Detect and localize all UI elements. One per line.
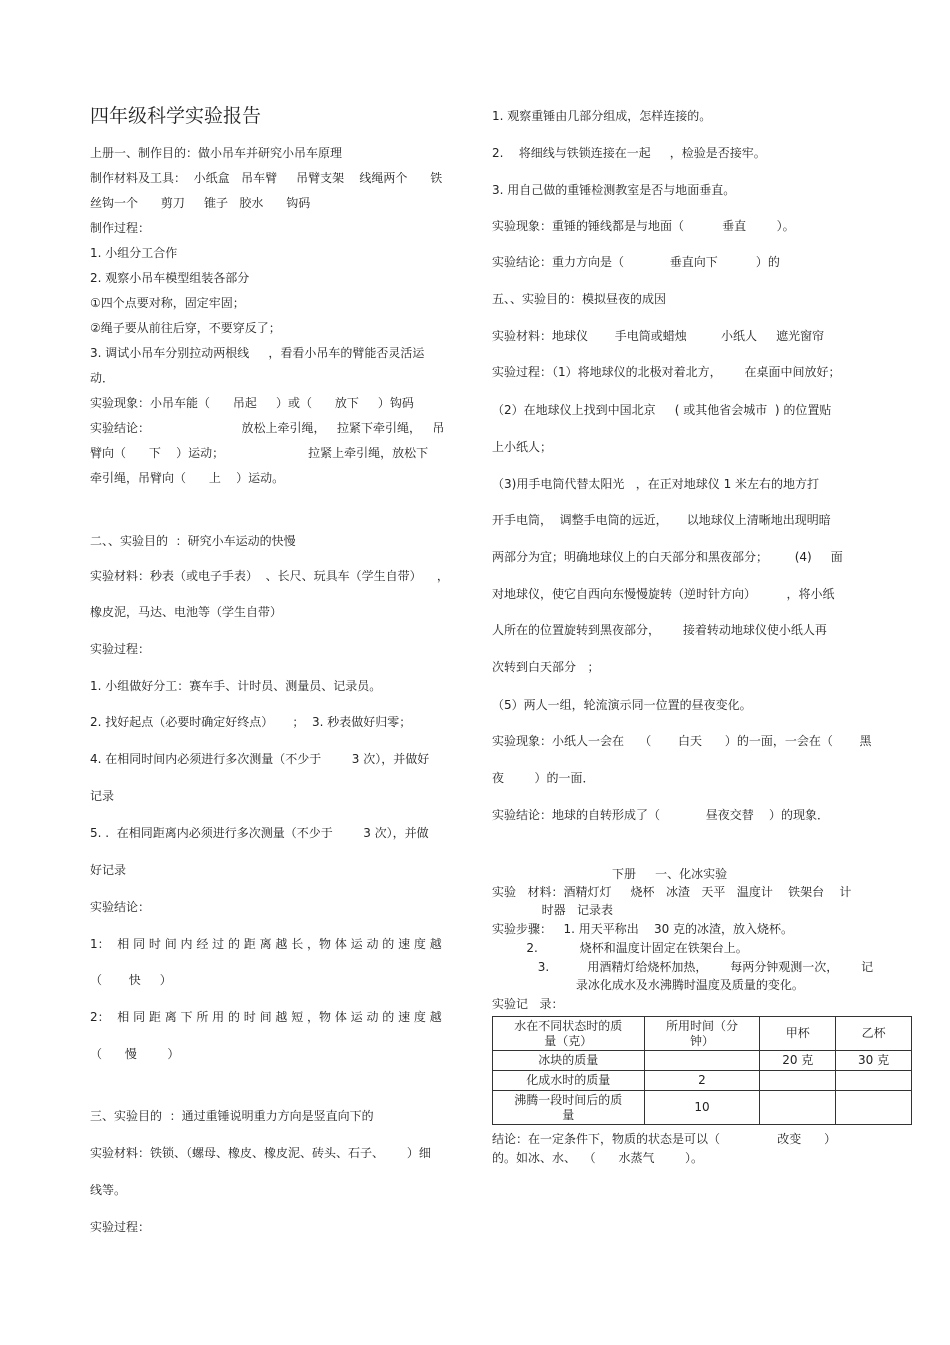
- table-cell: 2: [644, 1071, 760, 1091]
- text-line: 制作材料及工具： 小纸盒 吊车臂 吊臂支架 线绳两个 铁: [90, 171, 443, 185]
- text-line: 实验材料：铁锁、（螺母、橡皮、橡皮泥、砖头、石子、 ）细: [90, 1146, 431, 1160]
- text-line: 好记录: [90, 863, 127, 877]
- text-line: 1. 小组分工合作: [90, 246, 178, 260]
- text-line: ②绳子要从前往后穿，不要穿反了；: [90, 321, 281, 335]
- text-line: 夜 ）的一面．: [492, 771, 595, 785]
- text-line: 结论：在一定条件下，物质的状态是可以（ 改变 ）: [492, 1132, 837, 1146]
- text-line: （2）在地球仪上找到中国北京 ( 或其他省会城市 ) 的位置贴: [492, 403, 832, 417]
- text-line: 实验结论： 放松上牵引绳， 拉紧下牵引绳， 吊: [90, 421, 445, 435]
- text-line: 实验记 录：: [492, 997, 564, 1011]
- record-table: [492, 1016, 912, 1125]
- text-line: 实验过程：: [90, 1220, 151, 1234]
- text-line: 实验步骤： 1. 用天平称出 30 克的冰渣，放入烧杯。: [492, 922, 794, 936]
- text-line: 记录: [90, 789, 115, 803]
- text-line: 上册一、制作目的：做小吊车并研究小吊车原理: [90, 146, 343, 160]
- text-line: 开手电筒， 调整手电筒的远近， 以地球仪上清晰地出现明暗: [492, 513, 831, 527]
- text-line: 次转到白天部分 ；: [492, 660, 600, 674]
- table-row: [493, 1051, 912, 1071]
- text-line: 2. 烧杯和温度计固定在铁架台上。: [492, 941, 748, 955]
- lower-heading: 下册 一、化冰实验: [612, 867, 728, 881]
- table-row: [493, 1071, 912, 1091]
- text-line: （3)用手电筒代替太阳光 ，在正对地球仪 1 米左右的地方打: [492, 477, 820, 491]
- text-line: 实验材料：地球仪 手电筒或蜡烛 小纸人 遮光窗帘: [492, 329, 825, 343]
- text-line: 1. 观察重锤由几部分组成，怎样连接的。: [492, 109, 712, 123]
- text-line: 人所在的位置旋转到黑夜部分， 接着转动地球仪使小纸人再: [492, 623, 827, 637]
- text-line: 制作过程：: [90, 221, 151, 235]
- text-line: 3. 用酒精灯给烧杯加热， 每两分钟观测一次， 记: [492, 960, 874, 974]
- text-line: 丝钩一个 剪刀 锥子 胶水 钩码: [90, 196, 311, 210]
- table-cell: 10: [644, 1091, 760, 1125]
- text-line: 录冰化成水及水沸腾时温度及质量的变化。: [492, 978, 804, 992]
- table-cell: 沸腾一段时间后的质 量: [493, 1091, 645, 1125]
- text-line: 实验过程：（1）将地球仪的北极对着北方， 在桌面中间放好；: [492, 365, 841, 379]
- text-line: 1： 相 同 时 间 内 经 过 的 距 离 越 长 ，物 体 运 动 的 速 度 越: [90, 937, 442, 951]
- text-line: 2. 观察小吊车模型组装各部分: [90, 271, 250, 285]
- text-line: 2： 相 同 距 离 下 所 用 的 时 间 越 短 ，物 体 运 动 的 速 度 越: [90, 1010, 442, 1024]
- text-line: 实验 材料：酒精灯灯 烧杯 冰渣 天平 温度计 铁架台 计: [492, 885, 852, 899]
- text-line: ①四个点要对称，固定牢固；: [90, 296, 245, 310]
- text-line: 实验结论：: [90, 900, 151, 914]
- table-cell: 水在不同状态时的质 量（克）: [493, 1017, 645, 1051]
- table-cell: 30 克: [836, 1051, 912, 1071]
- table-cell: 化成水时的质量: [493, 1071, 645, 1091]
- text-line: 1. 小组做好分工：赛车手、计时员、测量员、记录员。: [90, 679, 382, 693]
- text-line: 的。如冰、水、 （ 水蒸气 ）。: [492, 1151, 704, 1165]
- text-line: 5. . 在相同距离内必须进行多次测量（不少于 3 次），并做: [90, 826, 429, 840]
- text-line: 上小纸人；: [492, 440, 553, 454]
- text-line: 牵引绳，吊臂向（ 上 ）运动。: [90, 471, 285, 485]
- table-cell: [760, 1091, 836, 1125]
- text-line: 2. 找好起点（必要时确定好终点） ； 3. 秒表做好归零；: [90, 715, 412, 729]
- text-line: 时器 记录表: [492, 903, 614, 917]
- text-line: 线等。: [90, 1183, 127, 1197]
- text-line: 实验结论：地球的自转形成了（ 昼夜交替 ）的现象．: [492, 808, 830, 822]
- text-line: 臂向（ 下 ）运动； 拉紧上牵引绳，放松下: [90, 446, 429, 460]
- table-cell: [644, 1051, 760, 1071]
- table-header-row: [493, 1017, 912, 1051]
- text-line: 三、实验目的 ：通过重锤说明重力方向是竖直向下的: [90, 1109, 374, 1123]
- text-line: 4. 在相同时间内必须进行多次测量（不少于 3 次），并做好: [90, 752, 430, 766]
- table-cell: 甲杯: [760, 1017, 836, 1051]
- table-cell: 20 克: [760, 1051, 836, 1071]
- text-line: （ 快 ）: [90, 973, 172, 987]
- text-line: 实验材料：秒表（或电子手表） 、长尺、玩具车（学生自带） ，: [90, 569, 449, 583]
- text-line: 动．: [90, 371, 115, 385]
- table-cell: [836, 1071, 912, 1091]
- text-line: 两部分为宜；明确地球仪上的白天部分和黑夜部分； (4) 面: [492, 550, 843, 564]
- text-line: 实验现象：小纸人一会在 （ 白天 ）的一面，一会在（ 黑: [492, 734, 872, 748]
- text-line: （ 慢 ）: [90, 1047, 180, 1061]
- table-cell: 冰块的质量: [493, 1051, 645, 1071]
- table-cell: 所用时间（分 钟）: [644, 1017, 760, 1051]
- page-title: 四年级科学实验报告: [90, 105, 262, 127]
- text-line: 实验现象：重锤的锤线都是与地面（ 垂直 ）。: [492, 219, 795, 233]
- text-line: （5）两人一组，轮流演示同一位置的昼夜变化。: [492, 698, 752, 712]
- text-line: 实验现象：小吊车能（ 吊起 ）或（ 放下 ）钩码: [90, 396, 414, 410]
- table-cell: [760, 1071, 836, 1091]
- text-line: 五、、实验目的：模拟昼夜的成因: [492, 292, 667, 306]
- text-line: 实验结论：重力方向是（ 垂直向下 ）的: [492, 255, 780, 269]
- table-cell: [836, 1091, 912, 1125]
- text-line: 2. 将细线与铁锁连接在一起 ，检验是否接牢。: [492, 146, 766, 160]
- text-line: 二、、实验目的 ：研究小车运动的快慢: [90, 534, 296, 548]
- text-line: 橡皮泥，马达、电池等（学生自带）: [90, 605, 283, 619]
- text-line: 对地球仪，使它自西向东慢慢旋转（逆时针方向） ，将小纸: [492, 587, 835, 601]
- table-cell: 乙杯: [836, 1017, 912, 1051]
- table-row: [493, 1091, 912, 1125]
- text-line: 3. 用自己做的重锤检测教室是否与地面垂直。: [492, 183, 736, 197]
- text-line: 3. 调试小吊车分别拉动两根线 ，看看小吊车的臂能否灵活运: [90, 346, 425, 360]
- text-line: 实验过程：: [90, 642, 151, 656]
